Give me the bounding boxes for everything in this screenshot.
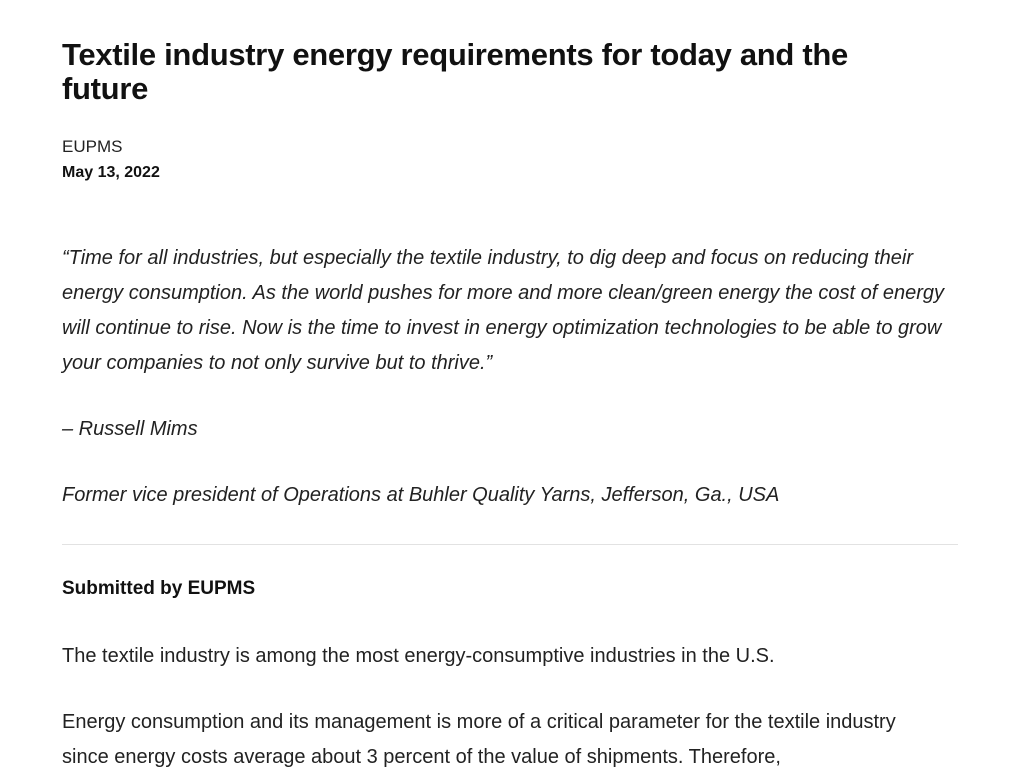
body-paragraph: The textile industry is among the most energy-consumptive industries in the U.S.: [62, 645, 775, 667]
quote-attribution: – Russell Mims: [62, 418, 198, 440]
pull-quote: “Time for all industries, but especially the textile industry, to dig deep and focus on reducing their energy consumption. As the world pushes for more and more clean/green energy the cost of energy will continue to rise. Now is the time to invest in energy optimization technologies to be able to grow your companies to not only survive but to thrive.”: [62, 247, 944, 374]
quote-author-role: Former vice president of Operations at Buhler Quality Yarns, Jefferson, Ga., USA: [62, 484, 780, 506]
section-divider: [62, 544, 958, 545]
article-author: EUPMS: [62, 137, 123, 156]
article-title: Textile industry energy requirements for today and the future: [62, 37, 848, 106]
submitted-by: Submitted by EUPMS: [62, 578, 256, 599]
article-date: May 13, 2022: [62, 164, 160, 181]
body-paragraph: Energy consumption and its management is more of a critical parameter for the textile industry since energy costs average about 3 percent of the value of shipments. Therefore,: [62, 711, 896, 768]
